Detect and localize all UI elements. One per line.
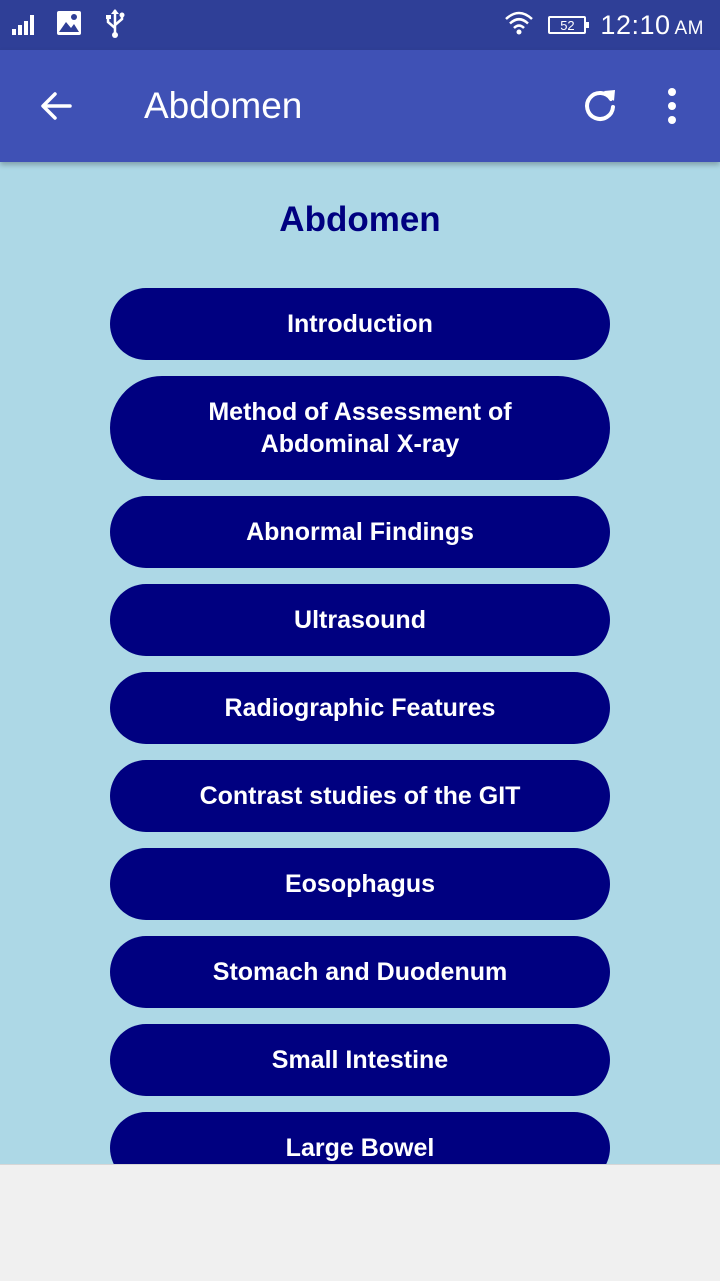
menu-button-large-bowel[interactable]: Large Bowel (110, 1112, 610, 1164)
status-left-icons (12, 8, 126, 42)
menu-button-abnormal-findings[interactable]: Abnormal Findings (110, 496, 610, 568)
battery-icon: 52 (548, 16, 586, 34)
arrow-left-icon (36, 86, 76, 126)
signal-icon (12, 15, 34, 35)
wifi-icon (504, 10, 534, 41)
status-right-icons (504, 8, 704, 42)
usb-icon (104, 8, 126, 43)
app-bar (0, 50, 720, 162)
menu-button-introduction[interactable]: Introduction (110, 288, 610, 360)
menu-button-ultrasound[interactable]: Ultrasound (110, 584, 610, 656)
app-title: Abdomen (144, 85, 303, 126)
menu-button-small-intestine[interactable]: Small Intestine (110, 1024, 610, 1096)
menu-button-method-of-assessment[interactable]: Method of Assessment of Abdominal X-ray (110, 376, 610, 480)
menu-button-radiographic-features[interactable]: Radiographic Features (110, 672, 610, 744)
refresh-button[interactable] (570, 76, 630, 136)
menu-list (110, 288, 610, 1164)
menu-button-eosophagus[interactable]: Eosophagus (110, 848, 610, 920)
menu-button-contrast-studies[interactable]: Contrast studies of the GIT (110, 760, 610, 832)
image-icon (56, 10, 82, 41)
content-area (0, 162, 720, 1164)
bottom-area (0, 1164, 720, 1281)
clock-ampm: AM (674, 17, 704, 39)
status-clock (600, 10, 704, 41)
back-button[interactable] (26, 76, 86, 136)
more-vert-icon (666, 86, 678, 126)
status-bar (0, 0, 720, 50)
more-options-button[interactable] (644, 76, 700, 136)
page-heading: Abdomen (279, 200, 441, 239)
refresh-icon (580, 86, 620, 126)
menu-button-stomach-and-duodenum[interactable]: Stomach and Duodenum (110, 936, 610, 1008)
clock-time: 12:10 (600, 9, 671, 40)
